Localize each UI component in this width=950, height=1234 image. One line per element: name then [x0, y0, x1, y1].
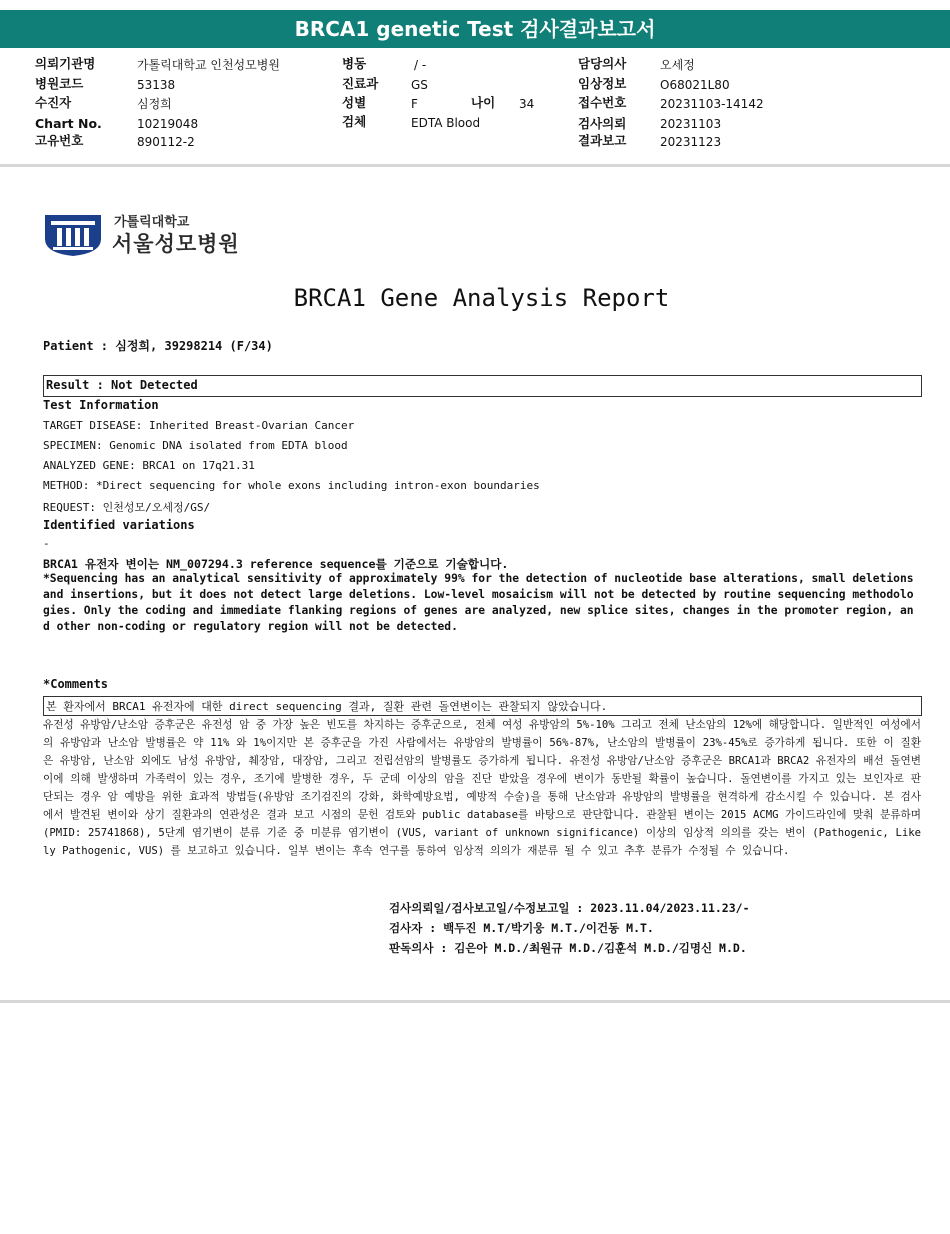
value-hospital-code: 53138	[137, 78, 176, 92]
analyzed-gene: ANALYZED GENE: BRCA1 on 17q21.31	[43, 459, 255, 472]
method-line: METHOD: *Direct sequencing for whole exons including intron-exon boundaries	[43, 479, 540, 492]
value-patient-name: 심정희	[137, 97, 172, 111]
label-report-date: 결과보고	[578, 133, 627, 148]
physicians-line: 판독의사 : 김은아 M.D./최원규 M.D./김훈석 M.D./김명신 M.D.	[389, 941, 747, 955]
dates-line: 검사의뢰일/검사보고일/수정보고일 : 2023.11.04/2023.11.23/-	[389, 901, 750, 915]
value-age: 34	[519, 97, 535, 111]
result-text: Result : Not Detected	[46, 378, 198, 392]
label-ward: 병동	[342, 56, 367, 71]
label-specimen: 검체	[342, 114, 367, 129]
value-unique-id: 890112-2	[137, 135, 195, 149]
comment-result-text: 본 환자에서 BRCA1 유전자에 대한 direct sequencing 결과, 질환 관련 돌연변이는 관찰되지 않았습니다.	[46, 700, 608, 713]
comments-heading: *Comments	[43, 677, 109, 691]
label-clinical-info: 임상정보	[578, 76, 627, 91]
target-disease: TARGET DISEASE: Inherited Breast-Ovarian Cancer	[43, 419, 355, 432]
value-clinical-info: O68021L80	[660, 78, 730, 92]
value-chart-no: 10219048	[137, 117, 199, 131]
patient-line: Patient : 심정희, 39298214 (F/34)	[43, 339, 273, 353]
label-requesting-institution: 의뢰기관명	[35, 56, 96, 71]
value-physician: 오세정	[660, 58, 695, 72]
comment-body: 유전성 유방암/난소암 증후군은 유전성 암 중 가장 높은 빈도를 차지하는 증후군으로, 전체 여성 유방암의 5%-10% 그리고 전체 난소암의 12%에 해당합니다. 일반적인 여성에서의 유방암과 난소암 발병률은 약 11% 와 1%이지만 본 증후군을 가진 사람에서는 유방암의 발병률이 56%-87%, 난소암의 발병률이 23%-45%로 증가하게 됩니다. 또한 이 질환은 유방암, 난소암 외에도 남성 유방암, 췌장암, 대장암, 그리고 전립선암의 발병률도 증가하게 됩니다. 유전성 유방암/난소암 증후군은 BRCA1과 BRCA2 유전자의 배선 돌연변이에 의해 발생하며 가족력이 있는 경우, 조기에 발병한 경우, 두 군데 이상의 암을 진단 받았을 경우에 변이가 동반될 확률이 높습니다. 돌연변이를 가지고 있는 보인자로 판단되는 경우 암 예방을 위한 효과적 방법들(유방암 조기검진의 강화, 화학예방요법, 예방적 수술)을 통해 난소암과 유방암의 발병률을 현격하게 감소시킬 수 있습니다. 본 검사에서 발견된 변이와 상기 질환과의 연관성은 결과 보고 시점의 문헌 검토와 public database를 바탕으로 판단합니다. 관찰된 변이는 2015 ACMG 가이드라인에 맞춰 분류하며 (PMID: 25741868), 5단계 염기변이 분류 기준 중 미분류 염기변이 (VUS, variant of unknown significance) 이상의 임상적 의의를 갖는 변이 (Pathogenic, Likely Pathogenic, VUS) 를 보고하고 있습니다. 일부 변이는 후속 연구를 통하여 임상적 의의가 재분류 될 수 있고 추후 분류가 수정될 수 있습니다.	[43, 719, 921, 857]
label-unique-id: 고유번호	[35, 133, 84, 148]
testers-line: 검사자 : 백두진 M.T/박기웅 M.T./이건동 M.T.	[389, 921, 654, 935]
label-accession-no: 접수번호	[578, 95, 627, 110]
request-line: REQUEST: 인천성모/오세정/GS/	[43, 501, 211, 514]
label-request-date: 검사의뢰	[578, 116, 627, 131]
label-hospital-code: 병원코드	[35, 76, 84, 91]
identified-variations-heading: Identified variations	[43, 518, 195, 532]
label-age: 나이	[471, 95, 496, 110]
logo-hospital-name: 서울성모병원	[112, 232, 240, 256]
value-request-date: 20231103	[660, 117, 722, 131]
label-physician: 담당의사	[578, 56, 627, 71]
header-divider	[0, 164, 950, 167]
logo-university-name: 가톨릭대학교	[114, 215, 190, 230]
label-sex: 성별	[342, 95, 367, 110]
specimen-line: SPECIMEN: Genomic DNA isolated from EDTA blood	[43, 439, 348, 452]
identified-variations-value: -	[43, 537, 50, 550]
reference-note: BRCA1 유전자 변이는 NM_007294.3 reference sequence를 기준으로 기술합니다.	[43, 557, 509, 571]
report-heading: BRCA1 Gene Analysis Report	[293, 284, 670, 312]
value-accession-no: 20231103-14142	[660, 97, 764, 111]
label-patient-name: 수진자	[35, 95, 72, 110]
report-title-bar: BRCA1 genetic Test 검사결과보고서	[0, 10, 950, 48]
label-department: 진료과	[342, 76, 379, 91]
label-chart-no: Chart No.	[35, 116, 102, 131]
sensitivity-note: *Sequencing has an analytical sensitivity of approximately 99% for the detection of nucleotide base alterations, small deletions and insertions, but it does not detect large deletions. Low-level mosaicism will not be detected by routine sequencing methodologies. Only the coding and immediate flanking regions of genes are analyzed, new splice sites, changes in the promoter region, and other non-coding or regulatory region will not be detected.	[43, 572, 914, 633]
test-info-heading: Test Information	[43, 398, 159, 412]
value-report-date: 20231123	[660, 135, 722, 149]
university-emblem-icon	[43, 209, 107, 257]
value-ward: / -	[414, 58, 427, 72]
value-requesting-institution: 가톨릭대학교 인천성모병원	[137, 58, 280, 72]
value-specimen: EDTA Blood	[411, 116, 481, 130]
footer-divider	[0, 1000, 950, 1003]
value-sex: F	[411, 97, 418, 111]
value-department: GS	[411, 78, 428, 92]
